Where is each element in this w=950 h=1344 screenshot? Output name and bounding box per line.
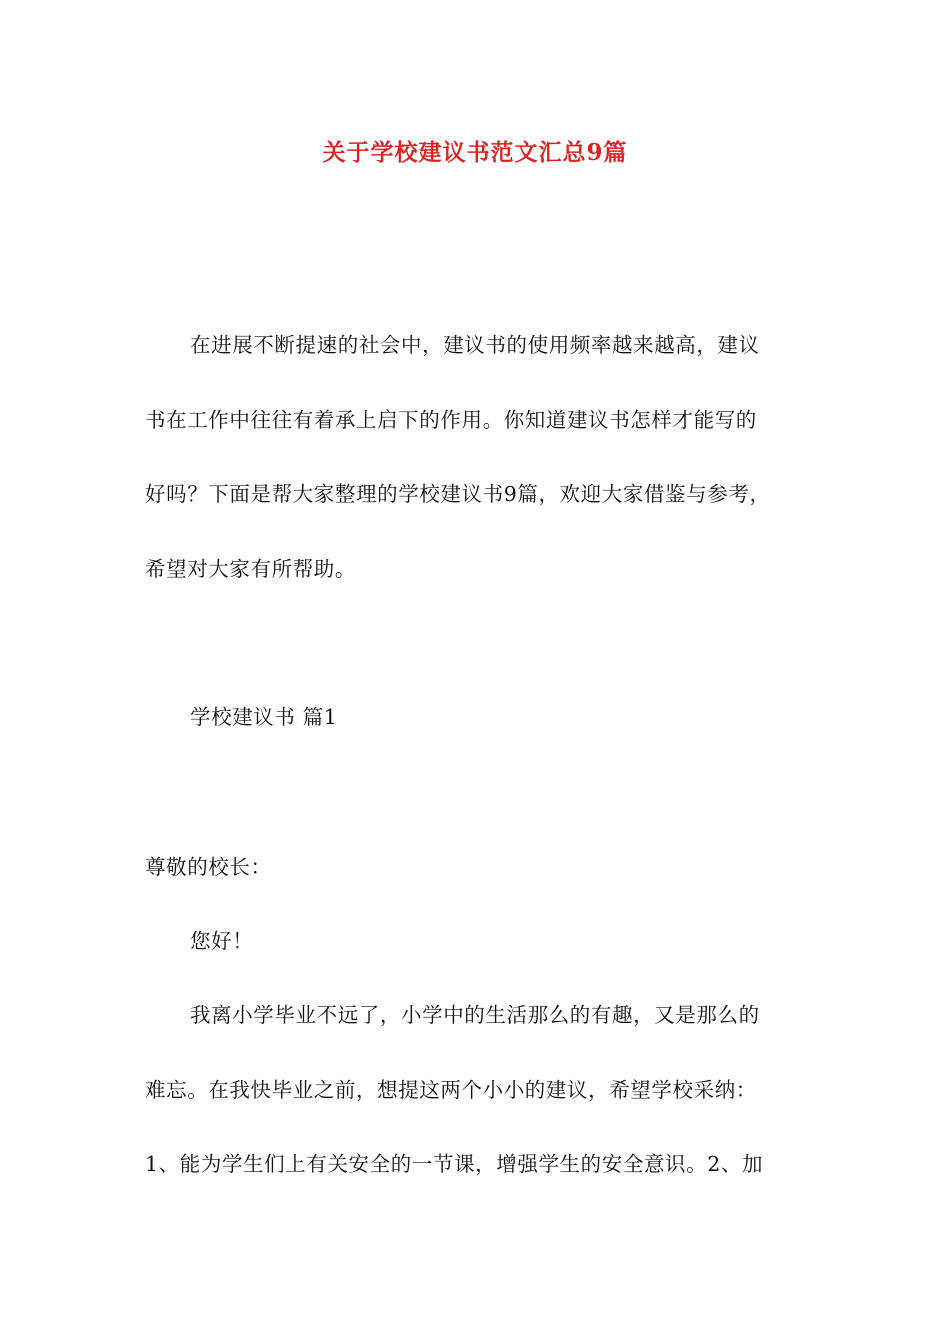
salutation: 尊敬的校长：	[145, 855, 272, 879]
body-line-3: 1、能为学生们上有关安全的一节课，增强学生的安全意识。2、加	[145, 1152, 764, 1176]
intro-line-2: 书在工作中往往有着承上启下的作用。你知道建议书怎样才能写的	[145, 408, 757, 432]
body-line-1: 我离小学毕业不远了，小学中的生活那么的有趣，又是那么的	[190, 1003, 760, 1027]
intro-line-1: 在进展不断提速的社会中，建议书的使用频率越来越高，建议	[190, 333, 760, 357]
document-title: 关于学校建议书范文汇总9篇	[322, 139, 628, 166]
section-heading: 学校建议书 篇1	[190, 705, 338, 729]
intro-line-3: 好吗？下面是帮大家整理的学校建议书9篇，欢迎大家借鉴与参考，	[145, 482, 771, 506]
intro-line-4: 希望对大家有所帮助。	[145, 557, 356, 581]
greeting: 您好！	[190, 929, 254, 953]
body-line-2: 难忘。在我快毕业之前，想提这两个小小的建议，希望学校采纳：	[145, 1078, 757, 1102]
